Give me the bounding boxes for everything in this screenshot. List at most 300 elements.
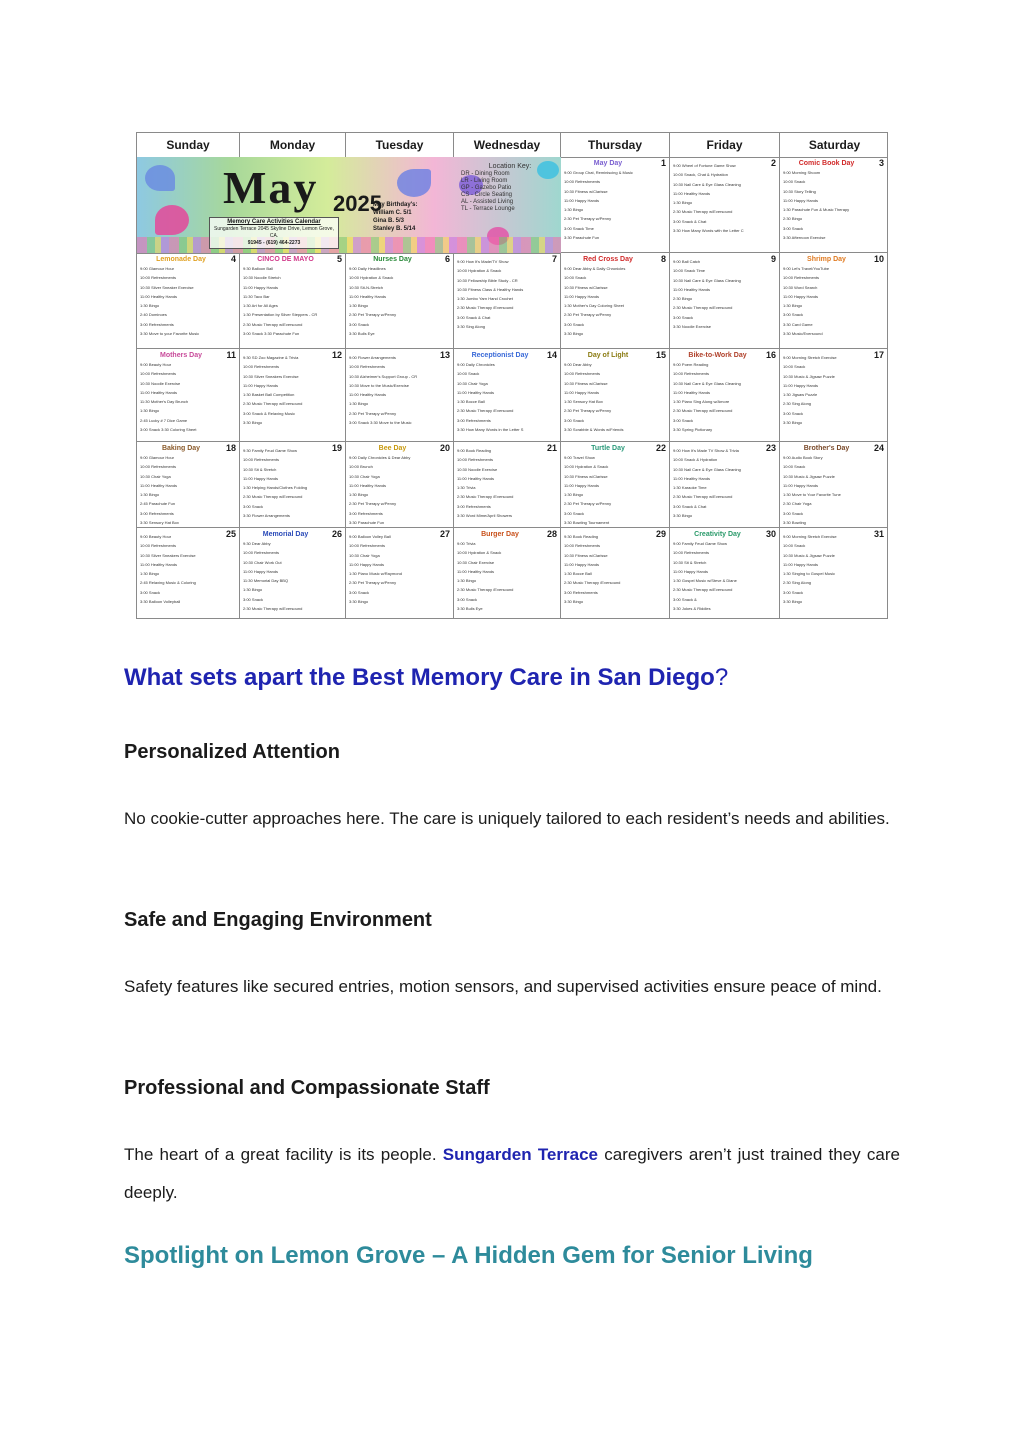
activity-item: 9:00 Daily Chronicles — [457, 362, 495, 367]
activity-item: 9:00 Poem Reading — [673, 362, 709, 367]
activity-item: 10:00 Refreshments — [243, 457, 280, 463]
activity-item: 10:30 Nail Care & Eye Glass Cleaning — [673, 181, 741, 187]
spotlight-heading: Spotlight on Lemon Grove – A Hidden Gem for Senior Living — [124, 1242, 813, 1269]
activity-item: 11:00 Happy Hands — [564, 389, 600, 395]
activity-item: 1:30 Basket Ball Competition — [243, 392, 295, 398]
activity-item: 11:00 Healthy Hands — [673, 286, 711, 292]
day-number: 25 — [225, 529, 236, 539]
activity-item: 11:30 Memorial Day BBQ — [243, 578, 289, 584]
section-text-before: The heart of a great facility is its people. — [124, 1145, 437, 1164]
activity-item: 1:30 Bingo — [243, 587, 263, 593]
activity-item: 11:00 Happy Hands — [243, 382, 279, 388]
day-theme: Bike-to-Work Day — [688, 352, 747, 359]
activity-item: 2:30 Pet Therapy w/Penny — [349, 312, 397, 318]
activity-item: 9:00 Travel Show — [564, 455, 595, 460]
activity-calendar — [136, 132, 888, 619]
day-cell — [561, 528, 670, 618]
activity-item: 2:30 Music Therapy w/Eversound — [673, 408, 733, 414]
activity-item: 3:00 Snack & — [673, 596, 697, 602]
activity-item: 1:30 Jumbo Yarn Hand Crochet — [457, 296, 513, 302]
activity-item: 10:30 Music & Jigsaw Puzzle — [783, 473, 835, 479]
activity-item: 10:30 Alzheimer's Support Group - CR — [349, 373, 418, 379]
activity-item: 9:00 Group Chat, Reminiscing & Music — [564, 170, 633, 175]
location-key-entry: TL - Terrace Lounge — [461, 206, 515, 212]
activity-item: 9:00 Ball Catch — [673, 259, 701, 264]
activity-item: 10:30 Nail Care & Eye Glass Cleaning — [673, 380, 741, 386]
day-cell — [670, 442, 780, 528]
activity-item: 10:30 Word Search — [783, 284, 818, 290]
activity-item: 3:00 Snack — [349, 321, 370, 327]
activity-item: 10:00 Refreshments — [243, 550, 280, 556]
day-number: 17 — [873, 350, 884, 360]
activity-item: 10:00 Snack — [783, 543, 806, 549]
activity-item: 9:00 Wheel of Fortune Game Show — [673, 163, 736, 168]
location-key-title: Location Key: — [488, 163, 532, 170]
activity-item: 11:00 Healthy Hands — [349, 482, 387, 488]
location-key — [461, 163, 559, 213]
butterfly-icon — [397, 169, 431, 197]
activity-item: 9:00 Beauty Hour — [140, 362, 172, 367]
activity-item: 10:30 Fitness Class & Healthy Hands — [457, 286, 524, 292]
day-cell — [561, 253, 670, 349]
day-cell — [346, 442, 454, 528]
day-number: 12 — [331, 350, 342, 360]
activity-item: 3:00 Snack — [564, 510, 585, 516]
activity-item: 11:00 Healthy Hands — [457, 389, 495, 395]
activity-item: 3:30 Music/Eversound — [783, 331, 823, 337]
activity-item: 3:30 Balloon Volleyball — [140, 599, 181, 605]
activity-item: 10:00 Refreshments — [349, 543, 386, 549]
day-cell — [240, 253, 346, 349]
day-number: 31 — [873, 529, 884, 539]
activity-item: 10:00 Refreshments — [457, 457, 494, 463]
activity-item: 1:30 Bingo — [349, 492, 369, 498]
section-text-after: caregivers aren’t just trained they care deeply. — [124, 1145, 900, 1202]
day-number: 27 — [439, 529, 450, 539]
day-theme: Comic Book Day — [798, 160, 855, 167]
day-cell — [240, 528, 346, 618]
activity-item: 10:30 Noodle Exercise — [140, 380, 181, 386]
activity-item: 1:30 Singing to Gospel Music — [783, 571, 836, 577]
activity-item: 3:30 Bingo — [783, 599, 803, 605]
activity-item: 10:00 Refreshments — [349, 364, 386, 370]
activity-item: 10:30 Fitness w/Clarisse — [564, 473, 608, 479]
activity-item: 3:30 Bowling — [783, 520, 806, 526]
day-cell — [137, 442, 240, 528]
location-key-entry: AL - Assisted Living — [461, 199, 514, 205]
activity-item: 2:30 Sing Along — [783, 580, 812, 586]
day-theme: Red Cross Day — [583, 256, 633, 263]
day-cell — [137, 253, 240, 349]
day-number: 5 — [336, 254, 342, 264]
day-number: 21 — [546, 443, 557, 453]
day-number: 23 — [765, 443, 776, 453]
activity-item: 2:30 Music Therapy w/Eversound — [243, 606, 303, 612]
day-cell — [670, 253, 780, 349]
day-cell — [670, 528, 780, 618]
activity-item: 2:30 Chair Yoga — [783, 501, 812, 507]
day-cell — [561, 157, 670, 253]
month-banner — [137, 157, 561, 254]
day-cell — [780, 253, 887, 349]
banner-month: May — [223, 162, 319, 213]
activity-item: 11:00 Healthy Hands — [457, 568, 495, 574]
day-cell — [240, 349, 346, 442]
butterfly-icon — [155, 205, 189, 235]
activity-item: 3:00 Snack — [564, 417, 585, 423]
day-theme: Lemonade Day — [156, 256, 206, 263]
activity-item: 11:00 Happy Hands — [783, 293, 819, 299]
activity-item: 3:30 Move to your Favorite Music — [140, 331, 200, 337]
activity-item: 10:00 Refreshments — [673, 550, 710, 556]
activity-item: 1:30 Bingo — [140, 571, 160, 577]
activity-item: 3:00 Refreshments — [140, 510, 174, 516]
day-cell — [454, 253, 561, 349]
activity-item: 10:30 Sit & Stretch — [673, 559, 707, 565]
activity-item: 10:00 Refreshments — [140, 371, 177, 377]
day-number: 1 — [660, 158, 666, 168]
activity-item: 3:00 Snack — [564, 321, 585, 327]
activity-item: 1:30 Bingo — [349, 401, 369, 407]
activity-item: 1:30 Bocce Ball — [564, 571, 592, 577]
activity-item: 1:30 Presentation by Silver Steppers - CR — [243, 312, 318, 318]
activity-item: 3:30 Sing Along — [457, 324, 486, 330]
activity-item: 9:30 Family Feud Game Show — [243, 448, 298, 453]
activity-item: 10:30 Nail Care & Eye Glass Cleaning — [673, 466, 741, 472]
activity-item: 11:00 Healthy Hands — [673, 190, 711, 196]
activity-item: 11:00 Happy Hands — [783, 197, 819, 203]
day-number: 15 — [655, 350, 666, 360]
activity-item: 11:00 Happy Hands — [783, 382, 819, 388]
day-theme: Baking Day — [161, 445, 201, 452]
activity-item: 9:00 Trivia — [457, 541, 476, 546]
activity-item: 10:00 Snack & Hydration — [673, 457, 718, 463]
activity-item: 3:30 Spring Pictionary — [673, 427, 713, 433]
activity-item: 3:30 Sensory Hat Box — [140, 520, 179, 526]
section-title: Professional and Compassionate Staff — [124, 1077, 490, 1099]
activity-item: 10:30 Noodle Stretch — [243, 275, 281, 281]
day-cell — [346, 253, 454, 349]
activity-item: 11:00 Healthy Hands — [349, 293, 387, 299]
day-cell — [454, 442, 561, 528]
activity-item: 2:30 Pet Therapy w/Penny — [349, 501, 397, 507]
activity-item: 3:00 Refreshments — [457, 503, 491, 509]
day-number: 16 — [765, 350, 776, 360]
activity-item: 2:30 Music Therapy w/Eversound — [673, 494, 733, 500]
activity-item: 10:30 Noodle Exercise — [457, 466, 498, 472]
activity-item: 10:00 Snack, Chat & Hydration — [673, 172, 728, 178]
activity-item: 10:00 Snack — [783, 179, 806, 185]
activity-item: 3:00 Snack 3:30 Coloring Sheet — [140, 427, 197, 433]
activity-item: 3:00 Snack Time — [564, 225, 594, 231]
section-text — [124, 1136, 900, 1212]
activity-item: 3:00 Snack — [673, 417, 694, 423]
birthday-entry: Gina B. 5/3 — [373, 218, 405, 224]
activity-item: 10:00 Hydration & Snack — [564, 464, 609, 470]
activity-item: 3:00 Snack — [783, 312, 804, 318]
activity-item: 1:30 Bingo — [140, 408, 160, 414]
activity-item: 1:30 Bocce Ball — [457, 399, 485, 405]
day-number: 2 — [770, 158, 776, 168]
butterfly-icon — [145, 165, 175, 191]
activity-item: 3:00 Snack — [783, 410, 804, 416]
activity-item: 1:30 Trivia — [457, 485, 476, 491]
activity-item: 9:00 How It's Made/TV Show — [457, 259, 509, 264]
activity-item: 10:30 Silver Sneakers Exercise — [140, 552, 196, 558]
activity-item: 1:30 Sensory Hat Box — [564, 399, 603, 405]
activity-item: 3:00 Snack — [349, 589, 370, 595]
activity-item: 10:00 Brunch — [349, 464, 373, 470]
activity-item: 11:00 Happy Hands — [243, 475, 279, 481]
activity-item: 1:30 Bingo — [783, 303, 803, 309]
birthdays-box — [373, 201, 435, 233]
calendar-title: Memory Care Activities Calendar — [227, 219, 321, 225]
day-number: 13 — [439, 350, 450, 360]
activity-item: 9:00 Daily Chronicles & Dear Abby — [349, 455, 411, 460]
weekday-label: Sunday — [137, 133, 240, 157]
day-number: 20 — [439, 443, 450, 453]
activity-item: 3:30 Bulls Eye — [349, 331, 375, 337]
sungarden-terrace-link[interactable]: Sungarden Terrace — [442, 1145, 598, 1164]
activity-item: 9:00 Beauty Hour — [140, 534, 172, 539]
activity-item: 2:30 Music Therapy /Eversound — [457, 408, 514, 414]
activity-item: 3:00 Snack — [457, 596, 478, 602]
activity-item: 3:30 Parachute Fun — [349, 520, 385, 526]
activity-item: 9:30 Dear Abby — [243, 541, 271, 546]
activity-item: 11:00 Healthy Hands — [140, 561, 178, 567]
activity-item: 10:00 Refreshments — [140, 275, 177, 281]
activity-item: 3:00 Snack — [243, 596, 264, 602]
activity-item: 3:00 Snack & Chat — [673, 218, 707, 224]
activity-item: 10:30 Sit & Stretch — [243, 466, 277, 472]
activity-item: 10:30 Chair Yoga — [349, 473, 380, 479]
activity-item: 9:00 Morning Stretch Exercise — [783, 355, 837, 360]
activity-item: 2:45 Lucky # 7 Dice Game — [140, 417, 188, 423]
banner-year: 2025 — [333, 191, 382, 216]
activity-item: 3:30 Scrabble & Words w/Friends — [564, 427, 624, 433]
activity-item: 10:00 Snack — [783, 364, 806, 370]
activity-item: 3:30 How Many Words with the Letter C — [673, 228, 744, 234]
activity-item: 2:30 Pet Therapy w/Penny — [564, 216, 612, 222]
weekday-label: Monday — [240, 133, 346, 157]
activity-item: 10:00 Refreshments — [140, 464, 177, 470]
day-theme: Turtle Day — [591, 445, 625, 452]
activity-item: 10:00 Snack — [564, 275, 587, 281]
activity-item: 10:00 Hydration & Snack — [457, 268, 502, 274]
activity-item: 3:30 Flower Arrangements — [243, 513, 290, 519]
activity-item: 11:00 Happy Hands — [564, 561, 600, 567]
activity-item: 3:30 Bulls Eye — [457, 606, 483, 612]
activity-item: 10:30 Story Telling — [783, 188, 816, 194]
day-cell — [454, 349, 561, 442]
activity-item: 2:45 Relaxing Music & Coloring — [140, 580, 196, 586]
day-cell — [240, 442, 346, 528]
activity-item: 11:00 Healthy Hands — [673, 475, 711, 481]
activity-item: 9:00 Flower Arrangements — [349, 355, 396, 360]
activity-item: 3:00 Snack — [783, 510, 804, 516]
activity-item: 11:00 Happy Hands — [783, 561, 819, 567]
activity-item: 2:30 Pet Therapy w/Penny — [564, 408, 612, 414]
activity-item: 2:30 Music Therapy w/Eversound — [673, 305, 733, 311]
activity-item: 11:00 Healthy Hands — [140, 389, 178, 395]
activity-item: 2:30 Music Therapy /Eversound — [457, 494, 514, 500]
activity-item: 2:40 Dominoes — [140, 312, 167, 318]
activity-item: 9:30 SD Zoo Magazine & Trivia — [243, 355, 299, 360]
day-theme: Receptionist Day — [471, 352, 529, 359]
activity-item: 3:00 Refreshments — [564, 589, 598, 595]
activity-item: 9:30 Book Reading — [564, 534, 599, 539]
day-theme: Memorial Day — [262, 531, 309, 538]
activity-item: 2:30 Music Therapy w/Eversound — [673, 587, 733, 593]
day-cell — [346, 349, 454, 442]
day-number: 11 — [226, 350, 236, 360]
activity-item: 1:30 Bingo — [140, 492, 160, 498]
activity-item: 2:30 Music Therapy w/Eversound — [243, 401, 303, 407]
weekday-label: Thursday — [561, 133, 670, 157]
activity-item: 3:00 Snack — [243, 503, 264, 509]
activity-item: 3:30 Bingo — [783, 420, 803, 426]
day-number: 4 — [230, 254, 236, 264]
activity-item: 9:00 Glamour Hour — [140, 455, 175, 460]
weekday-label: Wednesday — [454, 133, 561, 157]
activity-item: 3:30 Noodle Exercise — [673, 324, 712, 330]
activity-item: 10:30 Nail Care & Eye Glass Cleaning — [673, 277, 741, 283]
activity-item: 3:00 Snack — [783, 589, 804, 595]
day-cell — [780, 157, 887, 253]
day-number: 7 — [551, 254, 557, 264]
activity-item: 1:30 Bingo — [564, 492, 584, 498]
activity-item: 1:30 Bingo — [140, 303, 160, 309]
activity-item: 10:00 Hydration & Snack — [457, 550, 502, 556]
day-cell — [780, 528, 887, 618]
activity-item: 11:00 Happy Hands — [243, 284, 279, 290]
day-number: 10 — [873, 254, 884, 264]
activity-item: 10:30 Sit-N-Stretch — [349, 284, 384, 290]
birthday-entry: William C. 5/1 — [373, 210, 412, 216]
activity-item: 1:30 Bingo — [457, 578, 477, 584]
day-cell — [780, 442, 887, 528]
activity-item: 1:30 Piano Sing Along w/Amore — [673, 399, 730, 405]
activity-item: 11:00 Happy Hands — [243, 568, 279, 574]
activity-item: 9:00 Dear Abby — [564, 362, 592, 367]
activity-item: 3:30 Bingo — [243, 420, 263, 426]
activity-item: 10:30 Silver Sneakers Exercise — [243, 373, 299, 379]
activity-item: 3:00 Snack — [140, 589, 161, 595]
activity-item: 11:30 Mother's Day Brunch — [140, 399, 189, 405]
activity-item: 3:30 Jokes & Riddles — [673, 606, 711, 612]
activity-item: 2:30 Sing Along — [783, 401, 812, 407]
activity-item: 3:00 Snack 3:30 Parachute Fun — [243, 331, 300, 337]
activity-item: 2:30 Bingo — [673, 296, 693, 302]
day-number: 9 — [770, 254, 776, 264]
activity-item: 3:30 Bingo — [673, 513, 693, 519]
activity-item: 3:30 Bingo — [564, 331, 584, 337]
activity-item: 1:30 Mother's Day Coloring Sheet — [564, 303, 624, 309]
activity-item: 10:00 Refreshments — [140, 543, 177, 549]
activity-item: 10:00 Refreshments — [243, 364, 280, 370]
activity-item: 10:00 Snack — [457, 371, 480, 377]
activity-item: 3:30 Card Game — [783, 321, 813, 327]
activity-item: 1:30 Piano Music w/Raymond — [349, 571, 402, 577]
location-key-entry: LR - Living Room — [461, 178, 508, 184]
activity-item: 3:00 Snack — [783, 225, 804, 231]
activity-item: 1:30 Bingo — [349, 303, 369, 309]
day-theme: Shrimp Day — [807, 256, 846, 263]
activity-item: 2:30 Music Therapy w/Eversound — [673, 209, 733, 215]
day-cell — [137, 349, 240, 442]
day-cell — [780, 349, 887, 442]
activity-item: 2:30 Pet Therapy w/Penny — [564, 312, 612, 318]
activity-item: 10:30 Chair Yoga — [457, 380, 488, 386]
activity-item: 11:00 Healthy Hands — [140, 482, 178, 488]
weekday-header — [137, 133, 887, 158]
activity-item: 10:00 Refreshments — [783, 275, 820, 281]
activity-item: 10:30 Chair Yoga — [140, 473, 171, 479]
day-theme: Nurses Day — [373, 256, 412, 263]
activity-item: 1:30 Jigsaw Puzzle — [783, 392, 818, 398]
article-heading-text: What sets apart the Best Memory Care in San Diego — [124, 664, 715, 691]
day-number: 24 — [873, 443, 884, 453]
day-cell — [137, 528, 240, 618]
day-theme: Mothers Day — [159, 352, 202, 359]
day-cell — [454, 528, 561, 618]
activity-item: 2:30 Pet Therapy w/Penny — [349, 410, 397, 416]
activity-item: 2:45 Parachute Fun — [140, 501, 176, 507]
activity-item: 1:30 Bingo — [564, 207, 584, 213]
activity-item: 9:00 Morning Stretch Exercise — [783, 534, 837, 539]
calendar-address: Sungarden Terrace 2045 Skyline Drive, Lemon Grove, CA. — [214, 226, 334, 239]
day-number: 26 — [331, 529, 342, 539]
activity-item: 10:30 Move to the Music/Exercise — [349, 382, 410, 388]
day-number: 18 — [225, 443, 236, 453]
day-cell — [670, 349, 780, 442]
activity-item: 9:00 Audio Book Story — [783, 455, 823, 460]
activity-item: 3:00 Snack & Relaxing Music — [243, 410, 296, 416]
section-text: No cookie-cutter approaches here. The care is uniquely tailored to each resident’s needs and abilities. — [124, 809, 890, 828]
activity-item: 10:30 Silver Sneaker Exercise — [140, 284, 194, 290]
birthdays-title: May Birthday's: — [373, 202, 418, 208]
activity-item: 11:00 Happy Hands — [564, 482, 600, 488]
activity-item: 11:00 Happy Hands — [564, 293, 600, 299]
activity-item: 11:00 Happy Hands — [783, 482, 819, 488]
activity-item: 9:00 Daily Headlines — [349, 266, 386, 271]
activity-item: 3:30 Bingo — [564, 599, 584, 605]
activity-item: 11:30 Taco Bar — [243, 293, 270, 299]
activity-item: 2:30 Pet Therapy w/Penny — [564, 501, 612, 507]
weekday-label: Saturday — [808, 138, 861, 152]
day-number: 29 — [655, 529, 666, 539]
location-key-entry: GP - Gazebo Patio — [461, 185, 512, 191]
activity-item: 10:30 Chair Work Out — [243, 559, 282, 565]
activity-item: 10:00 Refreshments — [564, 371, 601, 377]
day-number: 19 — [331, 443, 342, 453]
location-key-entry: CS - Circle Seating — [461, 192, 513, 198]
activity-item: 3:30 Word Mime/April Showers — [457, 513, 513, 519]
activity-item: 11:00 Happy Hands — [564, 197, 600, 203]
activity-item: 9:00 Book Reading — [457, 448, 492, 453]
activity-item: 11:00 Healthy Hands — [673, 389, 711, 395]
article-heading-mark: ? — [714, 664, 729, 691]
activity-item: 10:30 Fitness w/Clarisse — [564, 552, 608, 558]
calendar-title-box — [209, 217, 339, 249]
day-number: 14 — [546, 350, 557, 360]
activity-item: 3:00 Snack & Chat — [457, 314, 491, 320]
activity-item: 3:30 Bingo — [349, 599, 369, 605]
activity-item: 2:30 Music Therapy /Eversound — [457, 587, 514, 593]
day-cell — [670, 157, 780, 253]
activity-item: 3:30 Bowling Tournament — [564, 520, 610, 526]
activity-item: 2:30 Music Therapy w/Eversound — [243, 321, 303, 327]
